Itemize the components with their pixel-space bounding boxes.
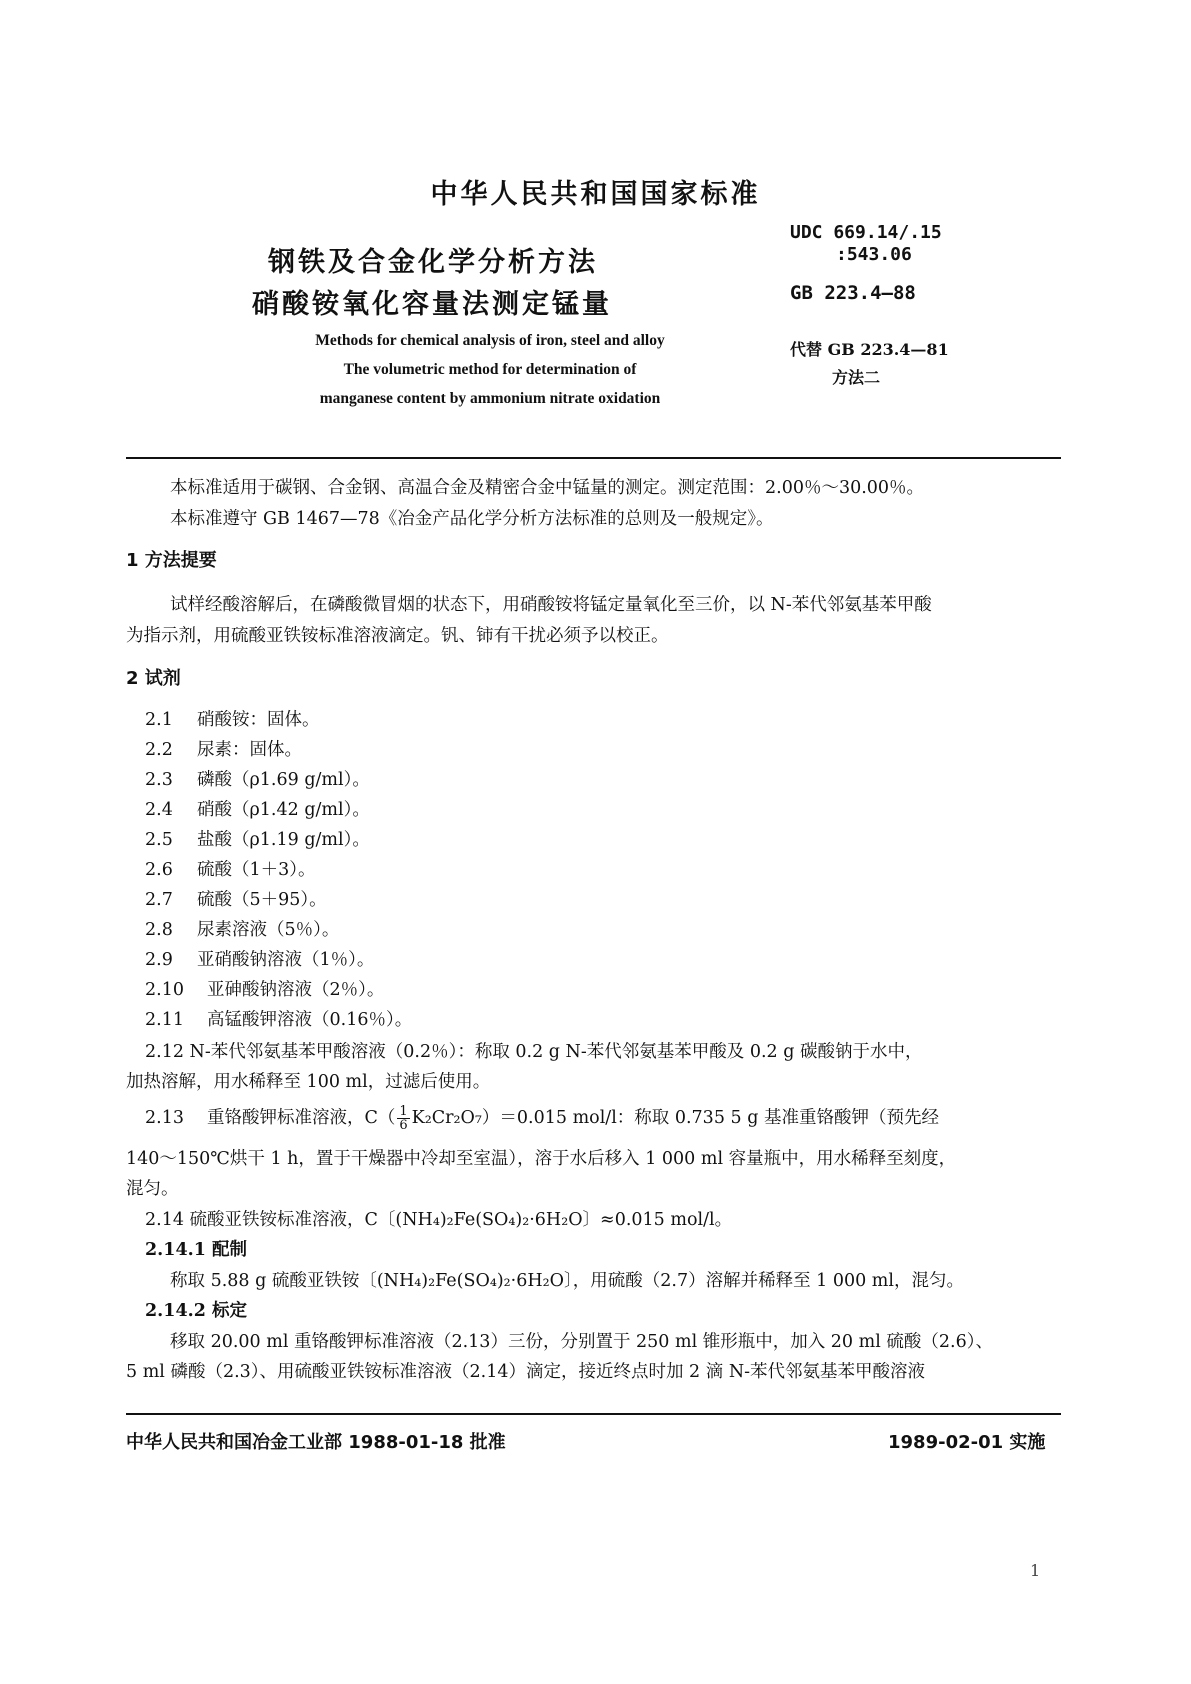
list-item: 2.1 硝酸铵：固体。 xyxy=(145,710,320,730)
reagent-2-13-line3: 混匀。 xyxy=(126,1179,179,1199)
reagent-2-14: 2.14 硫酸亚铁铵标准溶液，C〔(NH₄)₂Fe(SO₄)₂·6H₂O〕≈0.015 mol/l。 xyxy=(145,1210,733,1230)
replaces-standard: 代替 GB 223.4—81 xyxy=(790,340,949,359)
list-item: 2.3 磷酸（ρ1.69 g/ml）。 xyxy=(145,770,370,790)
subsection-2-14-2-heading: 2.14.2 标定 xyxy=(145,1301,247,1321)
section-1-text-line1: 试样经酸溶解后，在磷酸微冒烟的状态下，用硝酸铵将锰定量氧化至三价，以 N-苯代邻氨基苯甲酸 xyxy=(170,595,932,615)
subsection-2-14-1-heading: 2.14.1 配制 xyxy=(145,1240,247,1260)
english-title-line2: The volumetric method for determination of xyxy=(343,361,637,378)
subsection-2-14-2-line1: 移取 20.00 ml 重铬酸钾标准溶液（2.13）三份，分别置于 250 ml 锥形瓶中，加入 20 ml 硫酸（2.6）、 xyxy=(170,1332,993,1352)
subsection-2-14-1-text: 称取 5.88 g 硫酸亚铁铵〔(NH₄)₂Fe(SO₄)₂·6H₂O〕，用硫酸（2.7）溶解并稀释至 1 000 ml，混匀。 xyxy=(170,1271,964,1291)
document-title-line2: 硝酸铵氧化容量法测定锰量 xyxy=(252,289,612,320)
list-item: 2.7 硫酸（5＋95）。 xyxy=(145,890,327,910)
list-item: 2.2 尿素：固体。 xyxy=(145,740,302,760)
list-item: 2.9 亚硝酸钠溶液（1％）。 xyxy=(145,950,375,970)
document-title-line1: 钢铁及合金化学分析方法 xyxy=(268,247,598,278)
gb-number: GB 223.4—88 xyxy=(790,282,916,304)
approval-info: 中华人民共和国冶金工业部 1988-01-18 批准 xyxy=(126,1432,506,1453)
section-1-heading: 1 方法提要 xyxy=(126,550,217,571)
implementation-date: 1989-02-01 实施 xyxy=(888,1432,1046,1453)
reagent-2-12-line2: 加热溶解，用水稀释至 100 ml，过滤后使用。 xyxy=(126,1072,491,1092)
english-title-line1: Methods for chemical analysis of iron, steel and alloy xyxy=(315,332,665,349)
national-standard-label: 中华人民共和国国家标准 xyxy=(430,179,761,210)
udc-code-cont: :543.06 xyxy=(836,244,912,265)
section-2-heading: 2 试剂 xyxy=(126,668,181,689)
list-item: 2.6 硫酸（1＋3）。 xyxy=(145,860,316,880)
compliance-paragraph: 本标准遵守 GB 1467—78《冶金产品化学分析方法标准的总则及一般规定》。 xyxy=(170,509,774,529)
list-item: 2.4 硝酸（ρ1.42 g/ml）。 xyxy=(145,800,370,820)
reagent-2-13-line2: 140～150℃烘干 1 h，置于干燥器中冷却至室温），溶于水后移入 1 000 ml 容量瓶中，用水稀释至刻度， xyxy=(126,1149,957,1169)
udc-code: UDC 669.14/.15 xyxy=(790,222,942,243)
english-title-line3: manganese content by ammonium nitrate oxidation xyxy=(319,390,661,407)
list-item: 2.10 亚砷酸钠溶液（2％）。 xyxy=(145,980,385,1000)
footer-divider xyxy=(126,1413,1061,1415)
scope-paragraph: 本标准适用于碳钢、合金钢、高温合金及精密合金中锰量的测定。测定范围：2.00％～30.00％。 xyxy=(170,478,925,498)
replaces-method: 方法二 xyxy=(832,368,881,387)
fraction: $\frac{1}{6}$ xyxy=(399,1104,408,1133)
section-1-text-line2: 为指示剂，用硫酸亚铁铵标准溶液滴定。钒、铈有干扰必须予以校正。 xyxy=(126,626,669,646)
reagent-2-12-line1: 2.12 N-苯代邻氨基苯甲酸溶液（0.2％）：称取 0.2 g N-苯代邻氨基苯甲酸及 0.2 g 碳酸钠于水中， xyxy=(145,1042,923,1062)
subsection-2-14-2-line2: 5 ml 磷酸（2.3）、用硫酸亚铁铵标准溶液（2.14）滴定，接近终点时加 2 滴 N-苯代邻氨基苯甲酸溶液 xyxy=(126,1362,926,1382)
reagent-2-13-line1: 2.13 重铬酸钾标准溶液，C（ $\frac{1}{6}$ K₂Cr₂O₇）＝0.015 mol/l：称取 0.735 5 g 基准重铬酸钾（预先经 xyxy=(145,1104,939,1133)
page-number: 1 xyxy=(1030,1561,1041,1580)
list-item: 2.8 尿素溶液（5％）。 xyxy=(145,920,340,940)
list-item: 2.11 高锰酸钾溶液（0.16％）。 xyxy=(145,1010,413,1030)
header-divider xyxy=(126,457,1061,459)
list-item: 2.5 盐酸（ρ1.19 g/ml）。 xyxy=(145,830,370,850)
